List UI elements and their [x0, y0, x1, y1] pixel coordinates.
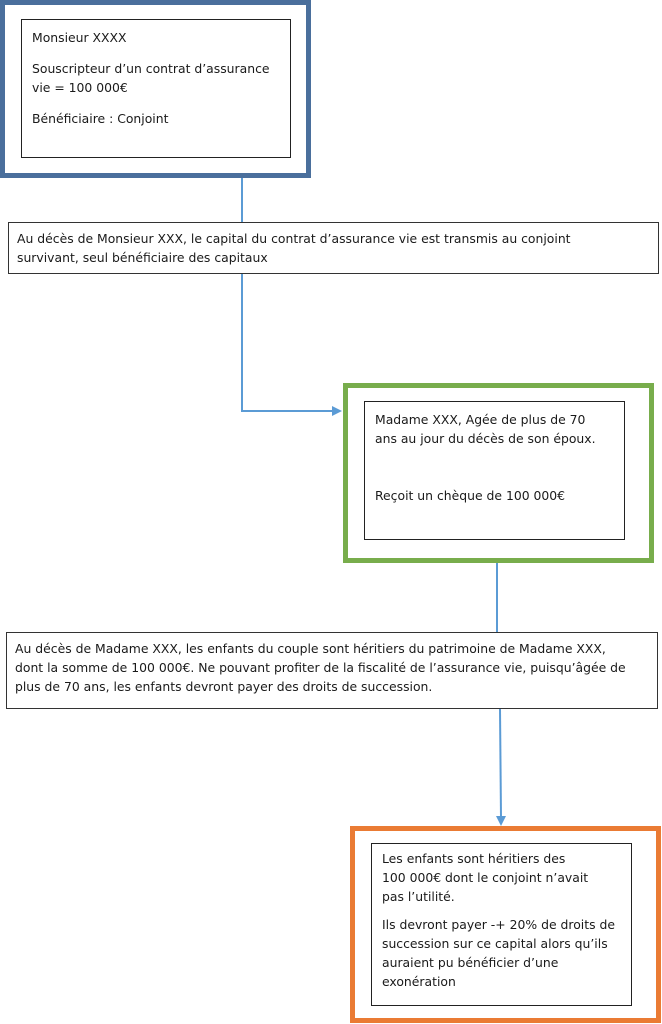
connector-2 — [242, 274, 334, 411]
arrowhead-4 — [496, 816, 506, 826]
deces-monsieur-line2: survivant, seul bénéficiaire des capitaux — [17, 250, 268, 265]
deces-madame-line3: plus de 70 ans, les enfants devront payer des droits de succession. — [15, 679, 433, 694]
enfants-line7: exonération — [382, 974, 456, 989]
enfants-line3: pas l’utilité. — [382, 889, 455, 904]
text-deces-madame — [6, 632, 658, 709]
enfants-line2: 100 000€ dont le conjoint n’avait — [382, 870, 589, 885]
monsieur-contract-line1: Souscripteur d’un contrat d’assurance — [32, 61, 270, 76]
deces-monsieur-line1: Au décès de Monsieur XXX, le capital du contrat d’assurance vie est transmis au conjoint — [17, 231, 571, 246]
enfants-line4: Ils devront payer -+ 20% de droits de — [382, 917, 615, 932]
box-monsieur — [21, 19, 291, 158]
text-deces-monsieur — [8, 222, 659, 274]
monsieur-contract-line2: vie = 100 000€ — [32, 80, 128, 95]
box-enfants — [371, 843, 632, 1006]
connector-4 — [500, 709, 501, 818]
monsieur-beneficiary: Bénéficiaire : Conjoint — [32, 111, 169, 126]
box-madame — [364, 401, 625, 540]
monsieur-name: Monsieur XXXX — [32, 30, 127, 45]
deces-madame-line2: dont la somme de 100 000€. Ne pouvant profiter de la fiscalité de l’assurance vie, puisqu’âgée de — [15, 660, 626, 675]
madame-line2: ans au jour du décès de son époux. — [375, 431, 596, 446]
madame-cheque: Reçoit un chèque de 100 000€ — [375, 488, 566, 503]
enfants-line5: succession sur ce capital alors qu’ils — [382, 936, 608, 951]
arrowhead-2 — [332, 406, 342, 416]
madame-line1: Madame XXX, Agée de plus de 70 — [375, 412, 586, 427]
deces-madame-line1: Au décès de Madame XXX, les enfants du couple sont héritiers du patrimoine de Madame XXX, — [15, 641, 606, 656]
enfants-line1: Les enfants sont héritiers des — [382, 851, 566, 866]
enfants-line6: auraient pu bénéficier d’une — [382, 955, 559, 970]
